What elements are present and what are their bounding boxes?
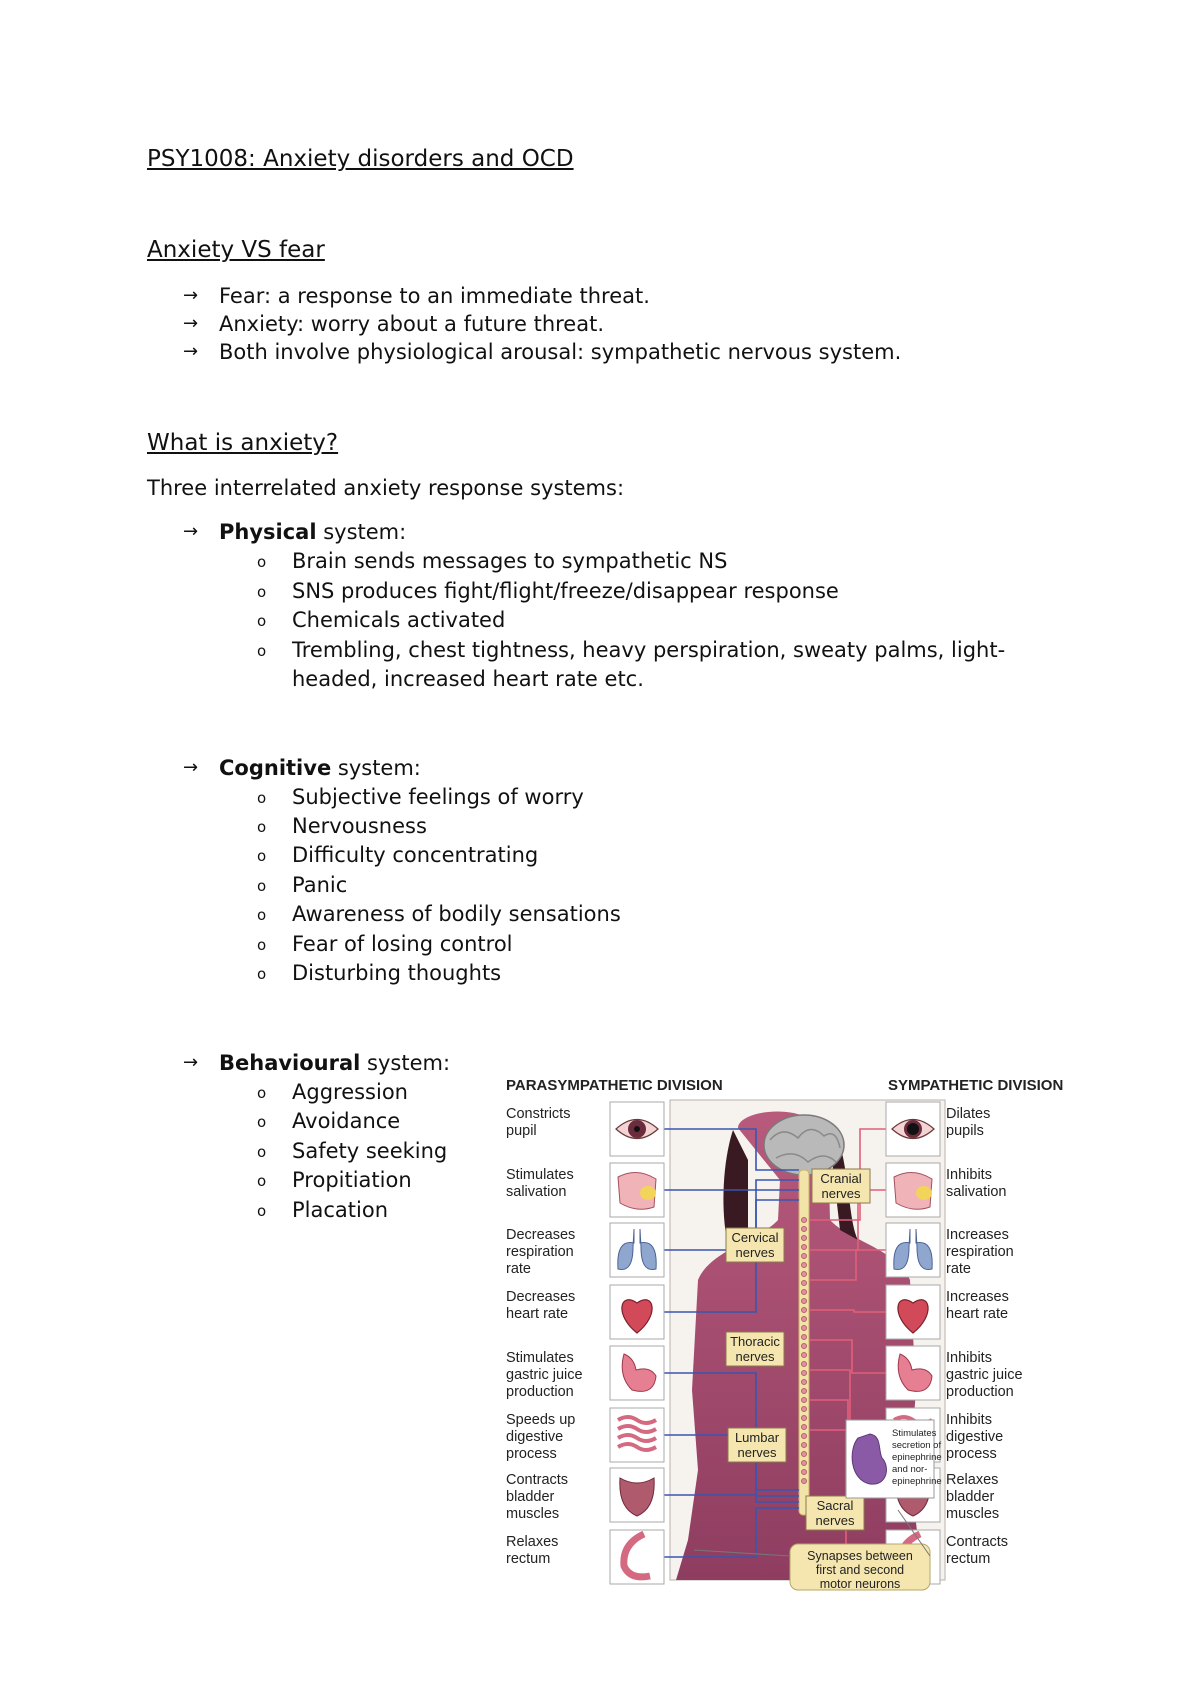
- section-heading-fear: Anxiety VS fear: [147, 237, 325, 263]
- behavioural-heading: [219, 1050, 450, 1076]
- sympathetic-effect-label: Contracts rectum: [946, 1534, 1009, 1567]
- nerve-label-box: [728, 1428, 786, 1462]
- sympathetic-effect-label: Increases heart rate: [946, 1289, 1009, 1322]
- nerve-label-box: [812, 1169, 870, 1203]
- right-division-title: SYMPATHETIC DIVISION: [888, 1077, 1064, 1094]
- list-item: Brain sends messages to sympathetic NS: [292, 549, 728, 573]
- nerve-label: Thoracic nerves: [730, 1334, 780, 1364]
- heart-icon: [610, 1285, 664, 1339]
- list-item: Placation: [292, 1198, 389, 1222]
- mouth-icon: [610, 1163, 664, 1217]
- circle-bullet: o: [257, 1113, 267, 1131]
- circle-bullet: o: [257, 965, 267, 983]
- arrow-bullet: →: [183, 341, 199, 362]
- arrow-bullet: →: [183, 757, 199, 778]
- circle-bullet: o: [257, 877, 267, 895]
- cognitive-heading: [219, 755, 421, 781]
- parasympathetic-effect-label: Relaxes rectum: [506, 1534, 559, 1567]
- parasympathetic-effect-label: Stimulates salivation: [506, 1167, 574, 1200]
- intestine-icon: [610, 1408, 664, 1462]
- circle-bullet: o: [257, 1143, 267, 1161]
- parasympathetic-effect-label: Stimulates gastric juice production: [506, 1350, 583, 1400]
- list-item: Anxiety: worry about a future threat.: [219, 312, 605, 336]
- parasympathetic-effect-label: Speeds up digestive process: [506, 1412, 576, 1462]
- circle-bullet: o: [257, 936, 267, 954]
- list-item: Aggression: [292, 1080, 408, 1104]
- arrow-bullet: →: [183, 521, 199, 542]
- sympathetic-labels: [946, 1106, 1023, 1567]
- nerve-label: Lumbar nerves: [734, 1430, 780, 1460]
- physical-suffix: system:: [316, 520, 407, 544]
- eye-icon: [886, 1102, 940, 1156]
- circle-bullet: o: [257, 612, 267, 630]
- sympathetic-effect-label: Inhibits digestive process: [946, 1412, 1004, 1462]
- list-item: Disturbing thoughts: [292, 961, 502, 985]
- nerve-label: Cranial nerves: [820, 1171, 862, 1201]
- stomach-icon: [610, 1346, 664, 1400]
- parasympathetic-effect-label: Contracts bladder muscles: [506, 1472, 569, 1522]
- arrow-bullet: →: [183, 313, 199, 334]
- lungs-icon: [610, 1223, 664, 1277]
- list-item: Fear: a response to an immediate threat.: [219, 284, 650, 308]
- circle-bullet: o: [257, 789, 267, 807]
- lungs-icon: [886, 1223, 940, 1277]
- physical-label: Physical: [219, 520, 317, 544]
- list-item: Awareness of bodily sensations: [292, 902, 621, 926]
- circle-bullet: o: [257, 583, 267, 601]
- sympathetic-effect-label: Inhibits salivation: [946, 1167, 1007, 1200]
- arrow-bullet: →: [183, 285, 199, 306]
- physical-heading: [219, 519, 406, 545]
- heart-icon: [886, 1285, 940, 1339]
- circle-bullet: o: [257, 1084, 267, 1102]
- list-item: Propitiation: [292, 1168, 412, 1192]
- bladder-icon: [610, 1468, 664, 1522]
- parasympathetic-effect-label: Constricts pupil: [506, 1106, 571, 1139]
- behavioural-suffix: system:: [360, 1051, 451, 1075]
- circle-bullet: o: [257, 642, 267, 660]
- circle-bullet: o: [257, 553, 267, 571]
- adrenal-note: Stimulates secretion of epinephrine and nor-epinephrine: [892, 1428, 942, 1487]
- nerve-label: Cervical nerves: [731, 1230, 779, 1260]
- sympathetic-effect-label: Relaxes bladder muscles: [946, 1472, 1000, 1522]
- list-item: Nervousness: [292, 814, 427, 838]
- parasympathetic-labels: [506, 1106, 583, 1567]
- cognitive-label: Cognitive: [219, 756, 332, 780]
- circle-bullet: o: [257, 818, 267, 836]
- adrenal-callout: [846, 1420, 942, 1498]
- list-item: Subjective feelings of worry: [292, 785, 584, 809]
- list-item: SNS produces fight/flight/freeze/disappear response: [292, 579, 839, 603]
- list-item: Both involve physiological arousal: sympathetic nervous system.: [219, 340, 902, 364]
- circle-bullet: o: [257, 1202, 267, 1220]
- eye-icon: [610, 1102, 664, 1156]
- nerve-label-box: [726, 1332, 784, 1366]
- section-intro: Three interrelated anxiety response systems:: [147, 476, 625, 500]
- sympathetic-effect-label: Increases respiration rate: [946, 1227, 1014, 1277]
- sympathetic-effect-label: Dilates pupils: [946, 1106, 991, 1139]
- circle-bullet: o: [257, 906, 267, 924]
- list-item: Avoidance: [292, 1109, 401, 1133]
- section-heading-anxiety: What is anxiety?: [147, 430, 339, 456]
- autonomic-nervous-system-figure: [498, 1070, 1118, 1600]
- cognitive-suffix: system:: [331, 756, 421, 780]
- circle-bullet: o: [257, 847, 267, 865]
- mouth-icon: [886, 1163, 940, 1217]
- list-item: Fear of losing control: [292, 932, 513, 956]
- parasympathetic-effect-label: Decreases heart rate: [506, 1289, 576, 1322]
- list-item: Trembling, chest tightness, heavy perspiration, sweaty palms, light-: [292, 638, 1006, 662]
- parasympathetic-effect-label: Decreases respiration rate: [506, 1227, 576, 1277]
- synapse-note: Synapses between first and second motor neurons: [807, 1549, 913, 1591]
- nerve-label-box: [726, 1228, 784, 1262]
- circle-bullet: o: [257, 1172, 267, 1190]
- list-item-continued: headed, increased heart rate etc.: [292, 667, 644, 691]
- brain-icon: [764, 1115, 844, 1175]
- page-title: PSY1008: Anxiety disorders and OCD: [147, 146, 574, 172]
- list-item: Panic: [292, 873, 348, 897]
- behavioural-label: Behavioural: [219, 1051, 361, 1075]
- arrow-bullet: →: [183, 1052, 199, 1073]
- stomach-icon: [886, 1346, 940, 1400]
- list-item: Safety seeking: [292, 1139, 448, 1163]
- nerve-label-box: [806, 1496, 864, 1530]
- left-division-title: PARASYMPATHETIC DIVISION: [506, 1077, 723, 1094]
- nerve-label: Sacral nerves: [815, 1498, 855, 1528]
- list-item: Chemicals activated: [292, 608, 506, 632]
- rectum-icon: [610, 1530, 664, 1584]
- sympathetic-effect-label: Inhibits gastric juice production: [946, 1350, 1023, 1400]
- list-item: Difficulty concentrating: [292, 843, 539, 867]
